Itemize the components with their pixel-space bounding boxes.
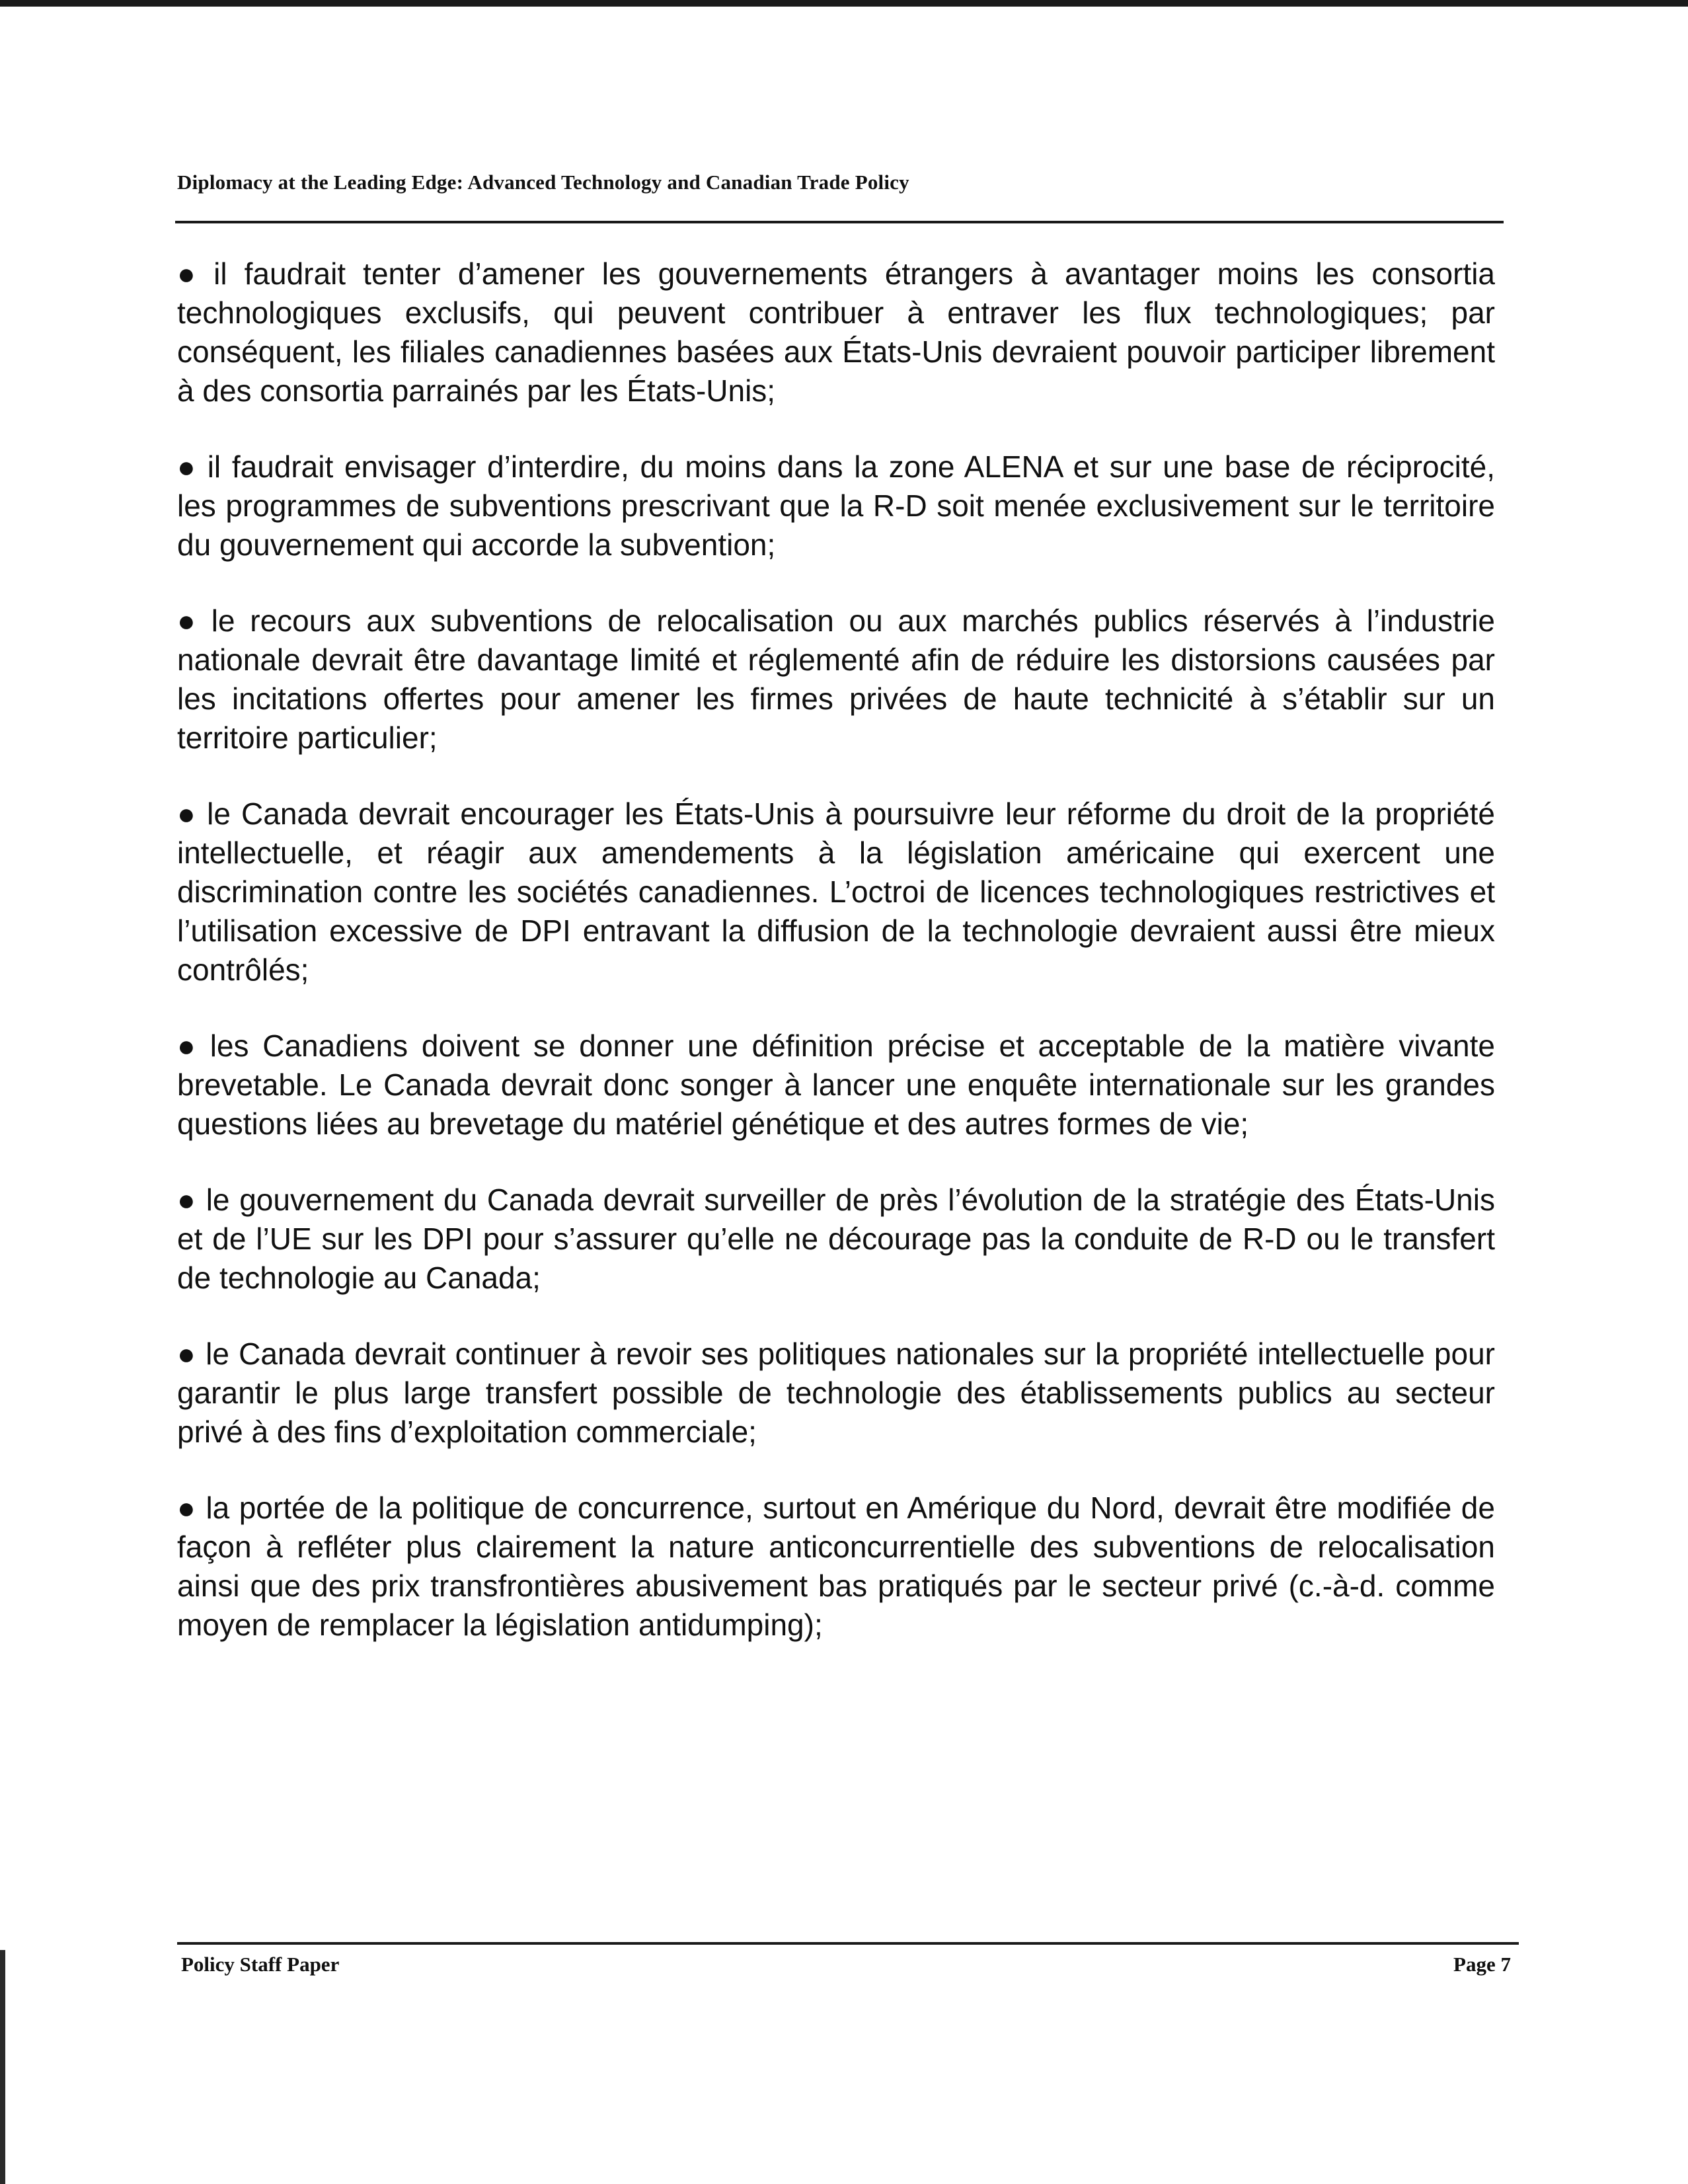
bullet-text: il faudrait tenter d’amener les gouvernements étrangers à avantager moins les consortia technologiques exclusifs, qui peuvent contribuer à entraver les flux technologiques; par conséquent, les filiales canadiennes basées aux États-Unis devraient pouvoir participer librement à des consortia parrainés par les États-Unis; xyxy=(177,256,1495,408)
bullet-item xyxy=(177,1027,1495,1144)
bullet-icon: ● xyxy=(177,1337,197,1371)
scan-border-top xyxy=(0,0,1688,7)
bullet-text: la portée de la politique de concurrence, surtout en Amérique du Nord, devrait être modifiée de façon à refléter plus clairement la nature anticoncurrentielle des subventions de relocalisation ainsi que des prix transfrontières abusivement bas pratiqués par le secteur privé (c.-à-d. comme moyen de remplacer la législation antidumping); xyxy=(177,1491,1495,1642)
bullet-item xyxy=(177,1335,1495,1452)
bullet-item xyxy=(177,1181,1495,1298)
bullet-icon: ● xyxy=(177,449,198,484)
bullet-item xyxy=(177,602,1495,758)
bullet-icon: ● xyxy=(177,1029,201,1063)
header-rule xyxy=(175,221,1504,223)
bullet-item xyxy=(177,1489,1495,1645)
footer-rule xyxy=(177,1942,1519,1945)
bullet-text: les Canadiens doivent se donner une définition précise et acceptable de la matière vivante brevetable. Le Canada devrait donc songer à lancer une enquête internationale sur les grandes questions liées au brevetage du matériel génétique et des autres formes de vie; xyxy=(177,1029,1495,1141)
footer-publication: Policy Staff Paper xyxy=(181,1953,340,1976)
bullet-item xyxy=(177,795,1495,990)
bullet-text: le recours aux subventions de relocalisation ou aux marchés publics réservés à l’industrie nationale devrait être davantage limité et réglementé afin de réduire les distorsions causées par les incitations offertes pour amener les firmes privées de haute technicité à s’établir sur un territoire particulier; xyxy=(177,604,1495,755)
bullet-icon: ● xyxy=(177,797,198,831)
bullet-icon: ● xyxy=(177,1183,197,1217)
page-number: Page 7 xyxy=(1453,1953,1511,1976)
bullet-icon: ● xyxy=(177,604,202,638)
bullet-text: le Canada devrait encourager les États-Unis à poursuivre leur réforme du droit de la propriété intellectuelle, et réagir aux amendements à la législation américaine qui exercent une discrimination contre les sociétés canadiennes. L’octroi de licences technologiques restrictives et l’utilisation excessive de DPI entravant la diffusion de la technologie devraient aussi être mieux contrôlés; xyxy=(177,797,1495,987)
bullet-icon: ● xyxy=(177,1491,197,1525)
bullet-item xyxy=(177,254,1495,410)
bullet-icon: ● xyxy=(177,256,205,291)
body-content xyxy=(177,254,1495,1682)
running-header: Diplomacy at the Leading Edge: Advanced Technology and Canadian Trade Policy xyxy=(177,171,909,194)
bullet-item xyxy=(177,448,1495,565)
bullet-text: le gouvernement du Canada devrait surveiller de près l’évolution de la stratégie des États-Unis et de l’UE sur les DPI pour s’assurer qu’elle ne décourage pas la conduite de R-D ou le transfert de technologie au Canada; xyxy=(177,1183,1495,1295)
bullet-text: il faudrait envisager d’interdire, du moins dans la zone ALENA et sur une base de réciprocité, les programmes de subventions prescrivant que la R-D soit menée exclusivement sur le territoire du gouvernement qui accorde la subvention; xyxy=(177,449,1495,562)
bullet-text: le Canada devrait continuer à revoir ses politiques nationales sur la propriété intellectuelle pour garantir le plus large transfert possible de technologie des établissements publics au secteur privé à des fins d’exploitation commerciale; xyxy=(177,1337,1495,1449)
scan-border-left xyxy=(0,1950,5,2184)
